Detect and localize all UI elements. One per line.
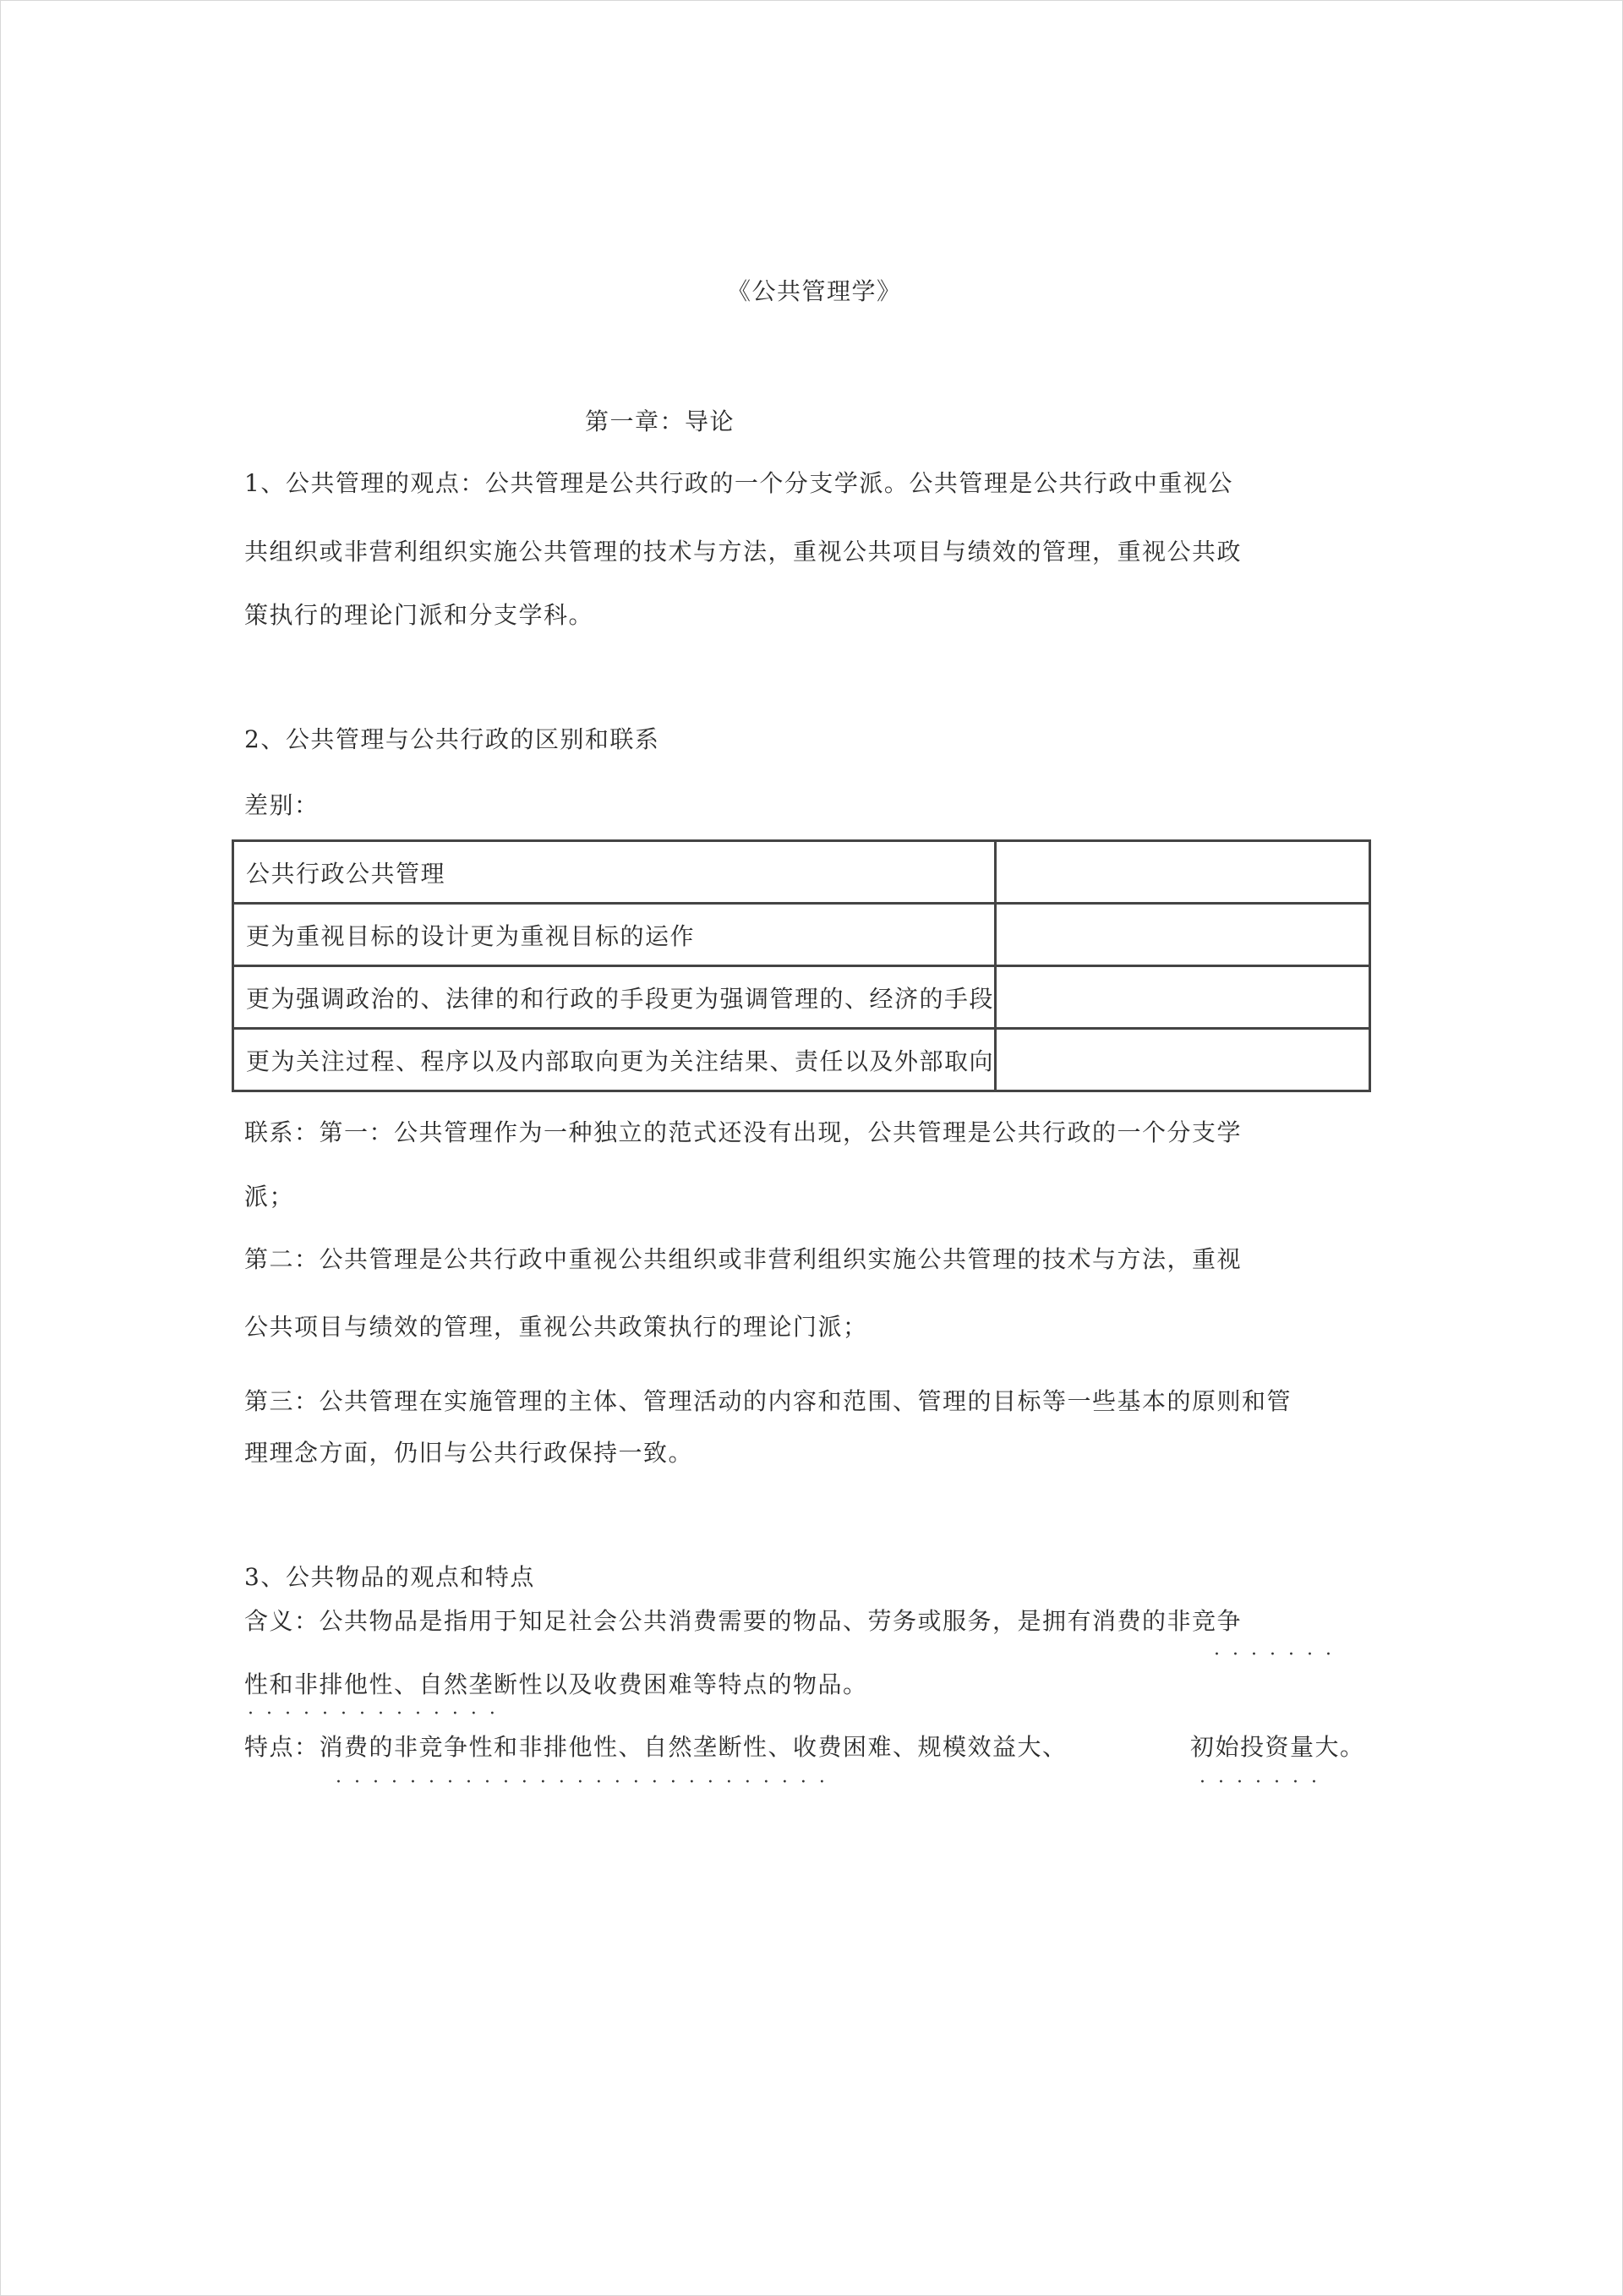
emphasis-dots: ······· <box>1199 1772 1330 1793</box>
relation-line: 联系：第一：公共管理作为一种独立的范式还没有出现，公共管理是公共行政的一个分支学 <box>244 1118 1243 1146</box>
chapter-heading: 第一章：导论 <box>585 407 735 435</box>
section1-line: 共组织或非营利组织实施公共管理的技术与方法，重视公共项目与绩效的管理，重视公共政 <box>244 538 1243 566</box>
table-cell: 更为强调政治的、法律的和行政的手段更为强调管理的、经济的手段 <box>233 966 996 1029</box>
meaning-line: 性和非排他性、自然垄断性以及收费困难等特点的物品。 <box>244 1670 868 1698</box>
emphasis-dots: ·············· <box>248 1703 508 1725</box>
feature-line: 特点：消费的非竞争性和非排他性、自然垄断性、收费困难、规模效益大、 <box>244 1733 1068 1761</box>
relation-line: 理理念方面，仍旧与公共行政保持一致。 <box>244 1439 694 1467</box>
section2-heading: 2、公共管理与公共行政的区别和联系 <box>244 725 660 753</box>
table-cell: 更为关注过程、程序以及内部取向更为关注结果、责任以及外部取向 <box>233 1029 996 1091</box>
table-cell-empty <box>996 904 1370 966</box>
table-cell: 更为重视目标的设计更为重视目标的运作 <box>233 904 996 966</box>
relation-line: 第三：公共管理在实施管理的主体、管理活动的内容和范围、管理的目标等一些基本的原则和管 <box>244 1387 1292 1415</box>
table-row <box>233 966 1370 1029</box>
meaning-line: 含义：公共物品是指用于知足社会公共消费需要的物品、劳务或服务，是拥有消费的非竞争 <box>244 1607 1243 1635</box>
emphasis-dots: ··························· <box>336 1772 838 1793</box>
relation-line: 公共项目与绩效的管理，重视公共政策执行的理论门派； <box>244 1313 868 1341</box>
diff-label: 差别： <box>244 791 320 819</box>
table-cell-empty <box>996 841 1370 904</box>
emphasis-dots: ······· <box>1214 1644 1344 1665</box>
feature-line-end: 初始投资量大。 <box>1190 1733 1365 1761</box>
section3-heading: 3、公共物品的观点和特点 <box>244 1563 535 1591</box>
comparison-table <box>232 839 1371 1092</box>
table-cell-empty <box>996 1029 1370 1091</box>
document-title: 《公共管理学》 <box>727 277 902 305</box>
table-row <box>233 1029 1370 1091</box>
table-row <box>233 904 1370 966</box>
table-row <box>233 841 1370 904</box>
relation-line: 派； <box>244 1183 295 1211</box>
table-cell-empty <box>996 966 1370 1029</box>
table-cell: 公共行政公共管理 <box>233 841 996 904</box>
relation-line: 第二：公共管理是公共行政中重视公共组织或非营利组织实施公共管理的技术与方法，重视 <box>244 1245 1243 1273</box>
section1-line: 策执行的理论门派和分支学科。 <box>244 601 594 629</box>
section1-line: 1、公共管理的观点：公共管理是公共行政的一个分支学派。公共管理是公共行政中重视公 <box>244 469 1233 497</box>
